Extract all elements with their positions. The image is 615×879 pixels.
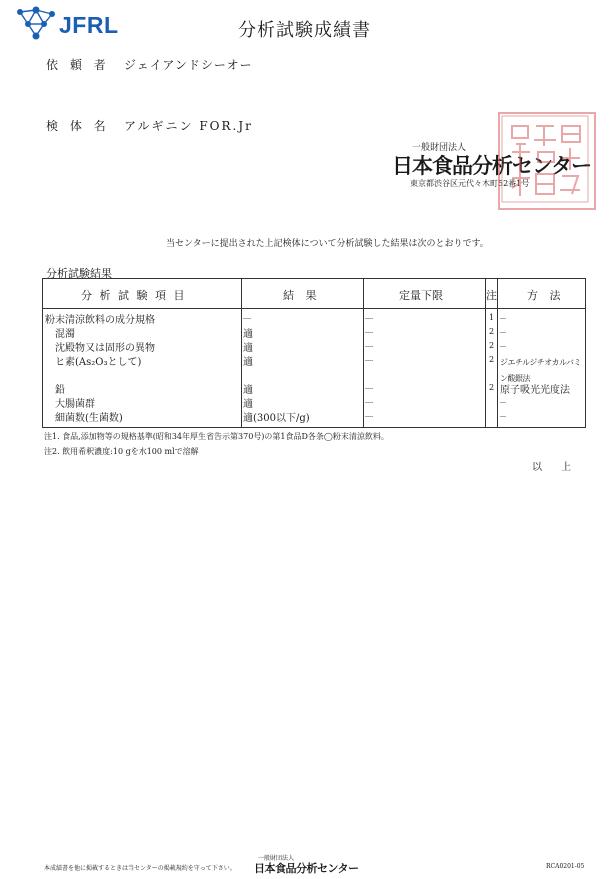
table-row-note: 2 <box>489 355 495 364</box>
table-row-limit: ---- <box>365 329 374 336</box>
table-row-note: 2 <box>489 341 495 350</box>
table-row-result: 適 <box>243 385 253 396</box>
footer-code: RCA0201-05 <box>546 863 585 870</box>
document-title: 分析試験成績書 <box>238 20 371 41</box>
table-row-limit: ---- <box>365 413 374 420</box>
table-row-method: --- <box>500 399 507 406</box>
sample-value: アルギニン FOR.Jr <box>124 119 253 133</box>
seal-stamp-icon <box>498 112 592 206</box>
section-title: 分析試験結果 <box>46 267 112 280</box>
footer-prefix: 一般財団法人 <box>258 855 295 862</box>
table-row-method: 原子吸光光度法 <box>500 385 570 396</box>
table-row-result: 適 <box>243 329 253 340</box>
table-row-limit: ---- <box>365 399 374 406</box>
table-row-item: ヒ素(As₂O₃として) <box>55 357 142 368</box>
table-row-result: 適 <box>243 399 253 410</box>
jfrl-logo <box>14 4 144 44</box>
header-limit: 定量下限 <box>399 289 443 302</box>
intro-text: 当センターに提出された上記検体について分析試験した結果は次のとおりです。 <box>166 239 489 249</box>
issuer-name: 日本食品分析センター <box>392 154 592 178</box>
table-row-item: 粉末清涼飲料の成分規格 <box>45 315 155 326</box>
footer-notice: 本成績書を他に掲載するときは当センターの掲載規約を守って下さい。 <box>44 865 236 872</box>
table-row-method: --- <box>500 413 507 420</box>
client-value: ジェイアンドシーオー <box>124 58 253 72</box>
logo-text: JFRL <box>59 12 119 38</box>
table-row-item: 沈殿物又は固形の異物 <box>55 343 155 354</box>
issuer-address: 東京都渋谷区元代々木町52番1号 <box>410 179 530 188</box>
header-item: 分 析 試 験 項 目 <box>81 289 187 302</box>
table-row-item: 鉛 <box>55 385 65 396</box>
table-row-result: 適 <box>243 357 253 368</box>
footer-issuer-name: 日本食品分析センター <box>254 862 359 875</box>
table-row-result: ---- <box>243 315 252 322</box>
table-row-result: 適(300以下/g) <box>243 413 310 424</box>
issuer-prefix: 一般財団法人 <box>412 143 467 153</box>
client-label: 依 頼 者 <box>46 58 110 72</box>
header-result: 結 果 <box>283 289 321 302</box>
table-row-item: 細菌数(生菌数) <box>55 413 123 424</box>
header-note: 注 <box>486 289 497 302</box>
table-row-note: 2 <box>489 327 495 336</box>
table-row-limit: ---- <box>365 385 374 392</box>
closing-mark: 以 上 <box>532 462 580 473</box>
official-seal <box>498 112 596 210</box>
results-table <box>42 278 586 428</box>
table-row-note: 1 <box>489 313 495 322</box>
sample-label: 検 体 名 <box>46 119 110 133</box>
table-row-limit: ---- <box>365 357 374 364</box>
table-row-item: 大腸菌群 <box>55 399 95 410</box>
header-method: 方 法 <box>527 289 565 302</box>
table-row-method: --- <box>500 343 507 350</box>
table-row-result: 適 <box>243 343 253 354</box>
table-row-method: --- <box>500 329 507 336</box>
molecule-logo-icon <box>14 4 60 44</box>
table-row-limit: ---- <box>365 315 374 322</box>
table-row-method: ジエチルジチオカルバミン酸銀法 <box>500 358 581 383</box>
table-row-note: 2 <box>489 383 495 392</box>
table-row-limit: ---- <box>365 343 374 350</box>
table-row-item: 混濁 <box>55 329 75 340</box>
note-2: 注2. 飲用希釈濃度:10 gを水100 mlで溶解 <box>44 447 199 456</box>
note-1: 注1. 食品,添加物等の規格基準(昭和34年厚生省告示第370号)の第1食品D各条◯粉末清涼飲料。 <box>44 432 389 441</box>
table-row-method: --- <box>500 315 507 322</box>
